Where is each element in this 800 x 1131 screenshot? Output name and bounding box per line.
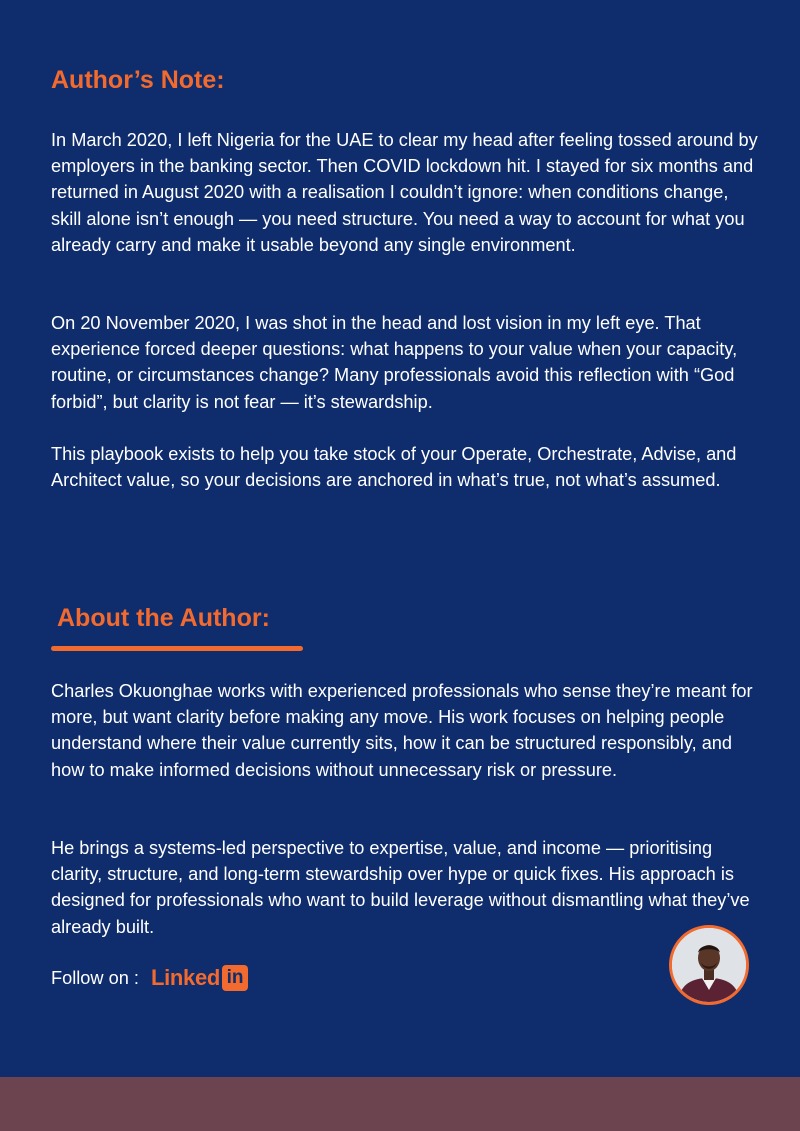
author-note-paragraph-1: In March 2020, I left Nigeria for the UAE to clear my head after feeling tossed around by employers in the banking sector. Then COVID lockdown hit. I stayed for six months and returned in August 2020 with a realisation I couldn’t ignore: when conditions change, skill alone isn’t enough — you need structure. You need a way to account for what you already carry and make it usable beyond any single environment. [51, 130, 758, 255]
linkedin-logo-word: Linked [150, 965, 221, 990]
heading-underline [51, 646, 303, 651]
about-author-paragraph-2: He brings a systems-led perspective to expertise, value, and income — prioritising clarity, structure, and long-term stewardship over hype or quick fixes. His approach is designed for professionals who want to build leverage without dismantling what they’ve already built. [51, 838, 750, 937]
about-author-paragraph-1: Charles Okuonghae works with experienced professionals who sense they’re meant for more, but want clarity before making any move. His work focuses on helping people understand where their value currently sits, how it can be structured responsibly, and how to make informed decisions without unnecessary risk or pressure. [51, 681, 753, 780]
about-author-heading: About the Author: [57, 604, 270, 632]
linkedin-link[interactable] [151, 965, 248, 991]
follow-label: Follow on : [51, 967, 139, 988]
footer-band [0, 1077, 800, 1131]
avatar [669, 925, 749, 1005]
follow-row [51, 962, 248, 994]
author-note-paragraph-3: This playbook exists to help you take stock of your Operate, Orchestrate, Advise, and Architect value, so your decisions are anchored in what’s true, not what’s assumed. [51, 444, 737, 491]
author-photo-icon [672, 928, 746, 1002]
linkedin-icon: in [222, 965, 248, 991]
author-note-paragraph-2: On 20 November 2020, I was shot in the head and lost vision in my left eye. That experience forced deeper questions: what happens to your value when your capacity, routine, or circumstances change? Many professionals avoid this reflection with “God forbid”, but clarity is not fear — it’s stewardship. [51, 313, 738, 412]
author-note-heading: Author’s Note: [51, 66, 225, 94]
